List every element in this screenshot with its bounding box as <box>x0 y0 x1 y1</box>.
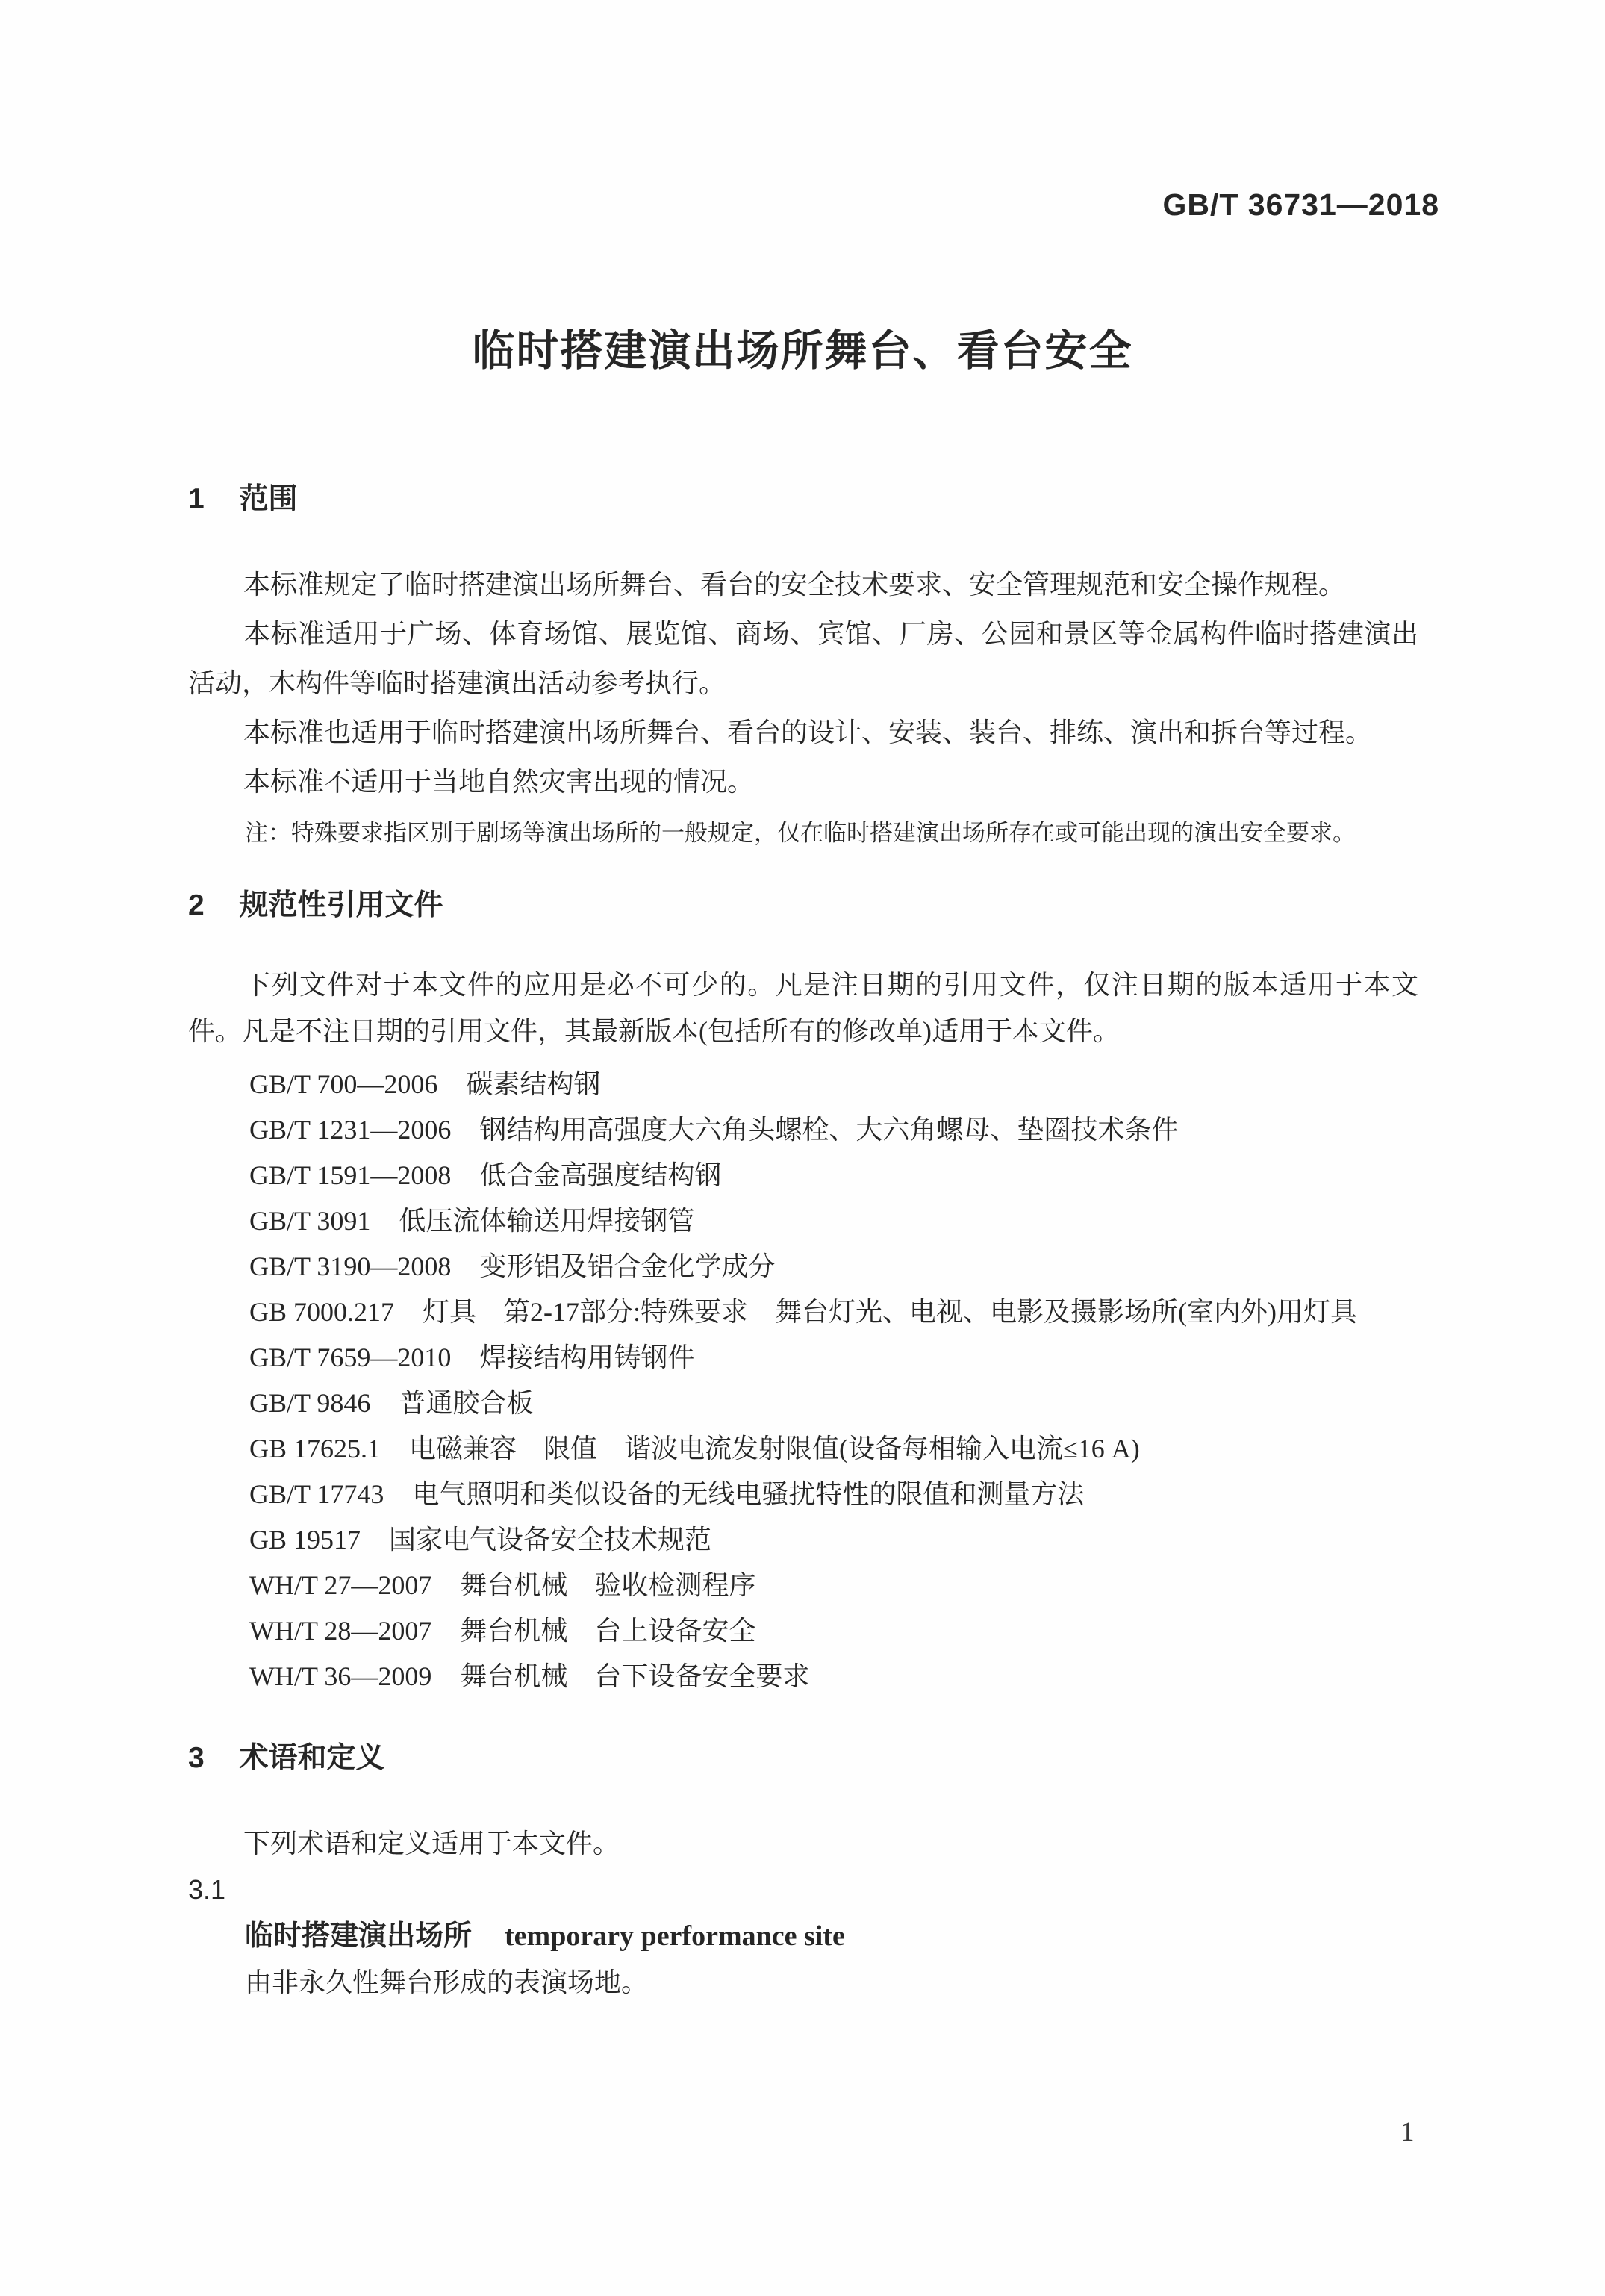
section-1-title: 范围 <box>239 483 298 515</box>
reference-item <box>249 1289 1418 1335</box>
reference-title: 舞台机械 验收检测程序 <box>460 1570 756 1600</box>
scope-paragraph-4: 本标准不适用于当地自然灾害出现的情况。 <box>243 767 755 797</box>
references-intro: 下列文件对于本文件的应用是必不可少的。凡是注日期的引用文件，仅注日期的版本适用于本文件。凡是不注日期的引用文件，其最新版本(包括所有的修改单)适用于本文件。 <box>188 970 1418 1046</box>
reference-code: WH/T 27—2007 <box>249 1570 432 1600</box>
reference-code: GB/T 9846 <box>249 1388 371 1418</box>
section-normative-references <box>188 887 1418 1699</box>
page-content <box>0 481 1605 2006</box>
reference-title: 普通胶合板 <box>399 1388 534 1418</box>
scope-paragraph-1: 本标准规定了临时搭建演出场所舞台、看台的安全技术要求、安全管理规范和安全操作规程。 <box>243 570 1346 600</box>
reference-item <box>249 1654 1418 1699</box>
term-name-en: temporary performance site <box>505 1920 845 1952</box>
reference-title: 舞台机械 台上设备安全 <box>460 1616 756 1646</box>
reference-title: 碳素结构钢 <box>466 1069 601 1099</box>
section-3-heading <box>188 1740 1418 1777</box>
reference-item <box>249 1062 1418 1107</box>
section-terms-definitions <box>188 1740 1418 2006</box>
reference-title: 低压流体输送用焊接钢管 <box>399 1206 695 1236</box>
reference-code: GB 7000.217 <box>249 1297 395 1327</box>
section-3-number: 3 <box>188 1742 205 1774</box>
reference-code: GB/T 700—2006 <box>249 1069 438 1099</box>
reference-code: GB/T 7659—2010 <box>249 1343 452 1372</box>
section-2-heading <box>188 887 1418 924</box>
reference-title: 国家电气设备安全技术规范 <box>389 1525 712 1555</box>
term-name-zh: 临时搭建演出场所 <box>245 1920 473 1952</box>
reference-item <box>249 1198 1418 1244</box>
reference-item <box>249 1153 1418 1198</box>
reference-item <box>249 1608 1418 1654</box>
scope-paragraph-2: 本标准适用于广场、体育场馆、展览馆、商场、宾馆、厂房、公园和景区等金属构件临时搭建演出活动，木构件等临时搭建演出活动参考执行。 <box>188 619 1418 698</box>
reference-title: 灯具 第2-17部分:特殊要求 舞台灯光、电视、电影及摄影场所(室内外)用灯具 <box>423 1297 1357 1327</box>
reference-code: GB/T 17743 <box>249 1479 384 1509</box>
reference-code: GB/T 3190—2008 <box>249 1251 452 1281</box>
section-3-title: 术语和定义 <box>239 1742 385 1774</box>
reference-title: 舞台机械 台下设备安全要求 <box>460 1661 810 1691</box>
section-2-title: 规范性引用文件 <box>239 889 443 921</box>
term-entry <box>188 1913 1418 1959</box>
reference-item <box>249 1517 1418 1563</box>
reference-list <box>188 1062 1418 1699</box>
reference-code: WH/T 28—2007 <box>249 1616 432 1646</box>
page-number: 1 <box>1400 2117 1415 2147</box>
reference-item <box>249 1563 1418 1608</box>
scope-paragraphs <box>188 560 1418 853</box>
standard-code: GB/T 36731—2018 <box>1162 187 1439 222</box>
reference-code: GB/T 1231—2006 <box>249 1115 452 1145</box>
reference-title: 电气照明和类似设备的无线电骚扰特性的限值和测量方法 <box>412 1479 1085 1509</box>
scope-paragraph-3: 本标准也适用于临时搭建演出场所舞台、看台的设计、安装、装台、排练、演出和拆台等过程。 <box>243 718 1373 747</box>
reference-code: GB 19517 <box>249 1525 361 1555</box>
reference-title: 电磁兼容 限值 谐波电流发射限值(设备每相输入电流≤16 A) <box>409 1434 1140 1463</box>
reference-item <box>249 1381 1418 1426</box>
reference-title: 焊接结构用铸钢件 <box>479 1343 695 1372</box>
reference-title: 低合金高强度结构钢 <box>479 1160 722 1190</box>
terms-intro: 下列术语和定义适用于本文件。 <box>243 1829 620 1858</box>
reference-item <box>249 1335 1418 1381</box>
reference-code: WH/T 36—2009 <box>249 1661 432 1691</box>
reference-code: GB 17625.1 <box>249 1434 381 1463</box>
section-1-number: 1 <box>188 483 205 515</box>
reference-title: 钢结构用高强度大六角头螺栓、大六角螺母、垫圈技术条件 <box>479 1115 1179 1145</box>
scope-note: 注：特殊要求指区别于剧场等演出场所的一般规定，仅在临时搭建演出场所存在或可能出现的演出安全要求。 <box>245 820 1356 846</box>
section-scope <box>188 481 1418 853</box>
reference-code: GB/T 3091 <box>249 1206 371 1236</box>
reference-item <box>249 1107 1418 1153</box>
reference-item <box>249 1426 1418 1472</box>
reference-item <box>249 1472 1418 1517</box>
reference-item <box>249 1244 1418 1289</box>
term-number: 3.1 <box>188 1874 226 1905</box>
section-2-number: 2 <box>188 889 205 921</box>
reference-code: GB/T 1591—2008 <box>249 1160 452 1190</box>
section-1-heading <box>188 481 1418 518</box>
reference-title: 变形铝及铝合金化学成分 <box>479 1251 776 1281</box>
term-definition: 由非永久性舞台形成的表演场地。 <box>245 1967 649 1997</box>
document-title: 临时搭建演出场所舞台、看台安全 <box>472 327 1133 375</box>
